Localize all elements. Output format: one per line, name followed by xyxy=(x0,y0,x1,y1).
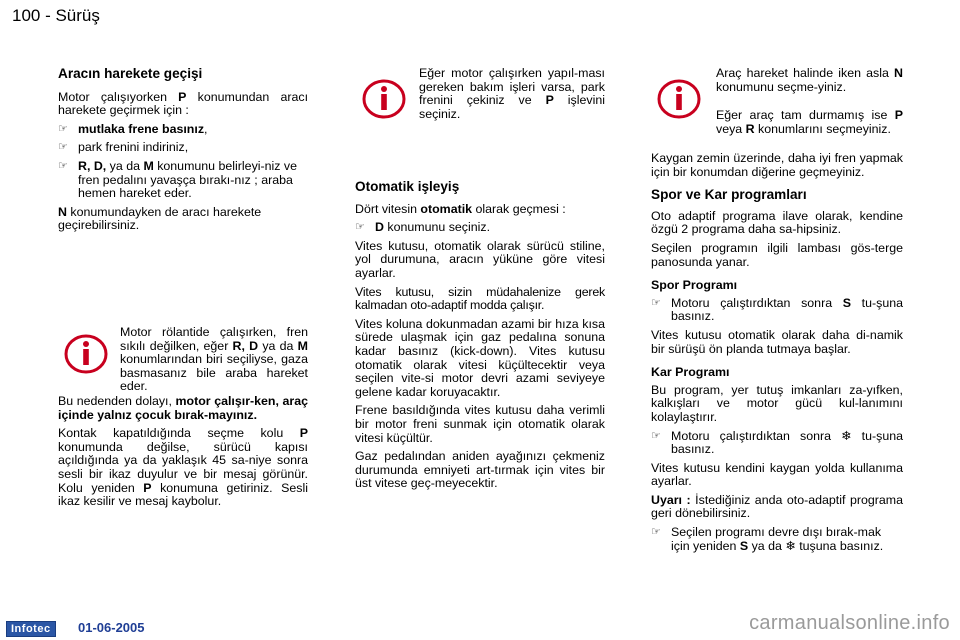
section-heading-automatic: Otomatik işleyiş xyxy=(355,179,460,194)
section-heading-programs: Spor ve Kar programları xyxy=(651,187,807,203)
info-note-idle: Motor rölantide çalışırken, fren sıkılı değilken, eğer R, D ya da M konumlarından biri seçiliyse, gaza basmasanız bile araba hareket eder. xyxy=(120,325,308,394)
warning-paragraph: Bu nedenden dolayı, motor çalışır-ken, araç içinde yalnız çocuk bırak-mayınız. xyxy=(58,394,308,422)
page-title: 100 - Sürüş xyxy=(12,6,100,25)
pointing-hand-icon: ☞ xyxy=(651,296,661,309)
paragraph: Vites kutusu otomatik olarak daha di-namik bir sürüşü ön planda tutmaya başlar. xyxy=(651,327,903,356)
paragraph: Motor çalışıyorken P konumundan aracı harekete geçirmek için : xyxy=(58,89,309,118)
list-item: ☞ Motoru çalıştırdıktan sonra S tu-şuna basınız. xyxy=(651,295,903,324)
paragraph: Vites kutusu, sizin müdahalenize gerek kalmadan oto-adaptif modda çalışır. xyxy=(355,284,605,313)
paragraph: Frene basıldığında vites kutusu daha verimli bir motor freni sunmak için otomatik olarak vitesi küçültür. xyxy=(355,403,605,445)
snowflake-icon: ❄ xyxy=(841,428,852,443)
paragraph: Dört vitesin otomatik olarak geçmesi : xyxy=(355,201,566,216)
info-icon xyxy=(362,79,406,124)
pointing-hand-icon: ☞ xyxy=(58,159,68,172)
pointing-hand-icon: ☞ xyxy=(651,526,661,539)
paragraph: Oto adaptif programa ilave olarak, kendine özgü 2 programa daha sa-hipsiniz. xyxy=(651,208,903,237)
paragraph: Seçilen programın ilgili lambası gös-terge panosunda yanar. xyxy=(651,240,903,269)
warning-paragraph: Uyarı : İstediğiniz anda oto-adaptif programa geri dönebilirsiniz. xyxy=(651,492,903,521)
paragraph: Kaygan zemin üzerinde, daha iyi fren yapmak için bir konumdan diğerine geçmeyiniz. xyxy=(651,151,903,179)
pointing-hand-icon: ☞ xyxy=(651,429,661,442)
column-1-lower xyxy=(58,395,308,514)
column-1 xyxy=(58,67,308,238)
paragraph: Vites kutusu, otomatik olarak sürücü stiline, yol durumuna, aracın yüküne göre vitesi ayarlar. xyxy=(355,238,605,280)
list-item: ☞ mutlaka frene basınız, xyxy=(58,121,208,136)
pointing-hand-icon: ☞ xyxy=(58,122,68,135)
footer-date: 01-06-2005 xyxy=(78,620,145,635)
paragraph: N konumundayken de aracı harekete geçirebilirsiniz. xyxy=(58,204,262,233)
list-item: ☞ R, D, ya da M konumunu belirleyi-niz ve fren pedalını yavaşça bırakı-nız ; araba hemen hareket eder. xyxy=(58,158,298,201)
paragraph: Bu program, yer tutuş imkanları za-yıfken, kalkışları ve motor gücü kul-lanımını kolaylaştırır. xyxy=(651,382,903,424)
paragraph: Vites kutusu kendini kaygan yolda kullanıma ayarlar. xyxy=(651,460,903,489)
info-note-neutral: Araç hareket halinde iken asla N konumunu seçme-yiniz. xyxy=(716,66,903,94)
pointing-hand-icon: ☞ xyxy=(355,221,365,234)
info-note-maintenance: Eğer motor çalışırken yapıl-ması gereken bakım işleri varsa, park frenini çekiniz ve P işlevini seçiniz. xyxy=(419,66,605,121)
info-note-stop: Eğer araç tam durmamış ise P veya R konumlarını seçmeyiniz. xyxy=(716,108,903,136)
infotec-logo: Infotec xyxy=(6,621,56,637)
section-heading-start: Aracın harekete geçişi xyxy=(58,66,203,81)
column-2 xyxy=(355,180,605,496)
list-item: ☞ D konumunu seçiniz. xyxy=(355,220,491,235)
info-icon xyxy=(64,334,108,379)
list-item: ☞ park frenini indiriniz, xyxy=(58,140,189,155)
subheading-sport: Spor Programı xyxy=(651,278,738,293)
watermark: carmanualsonline.info xyxy=(749,612,950,634)
subheading-snow: Kar Programı xyxy=(651,365,730,380)
paragraph: Kontak kapatıldığında seçme kolu P konumunda değilse, sürücü kapısı açıldığında ya da yaklaşık 45 sa-niye sonra sesli bir ikaz duyulur ve bir mesaj görünür. Kolu yeniden P konumuna getiriniz. Sesli ikaz kesilir ve mesaj kaybolur. xyxy=(58,426,309,509)
pointing-hand-icon: ☞ xyxy=(58,141,68,154)
snowflake-icon: ❄ xyxy=(785,538,796,553)
list-item: ☞ Motoru çalıştırdıktan sonra ❄ tu-şuna basınız. xyxy=(651,428,903,457)
paragraph: Vites koluna dokunmadan azami bir hıza kısa sürede ulaşmak için gaz pedalına sonuna kadar basınız (kick-down). Vites kutusu otomatik olarak vitesi küçültecektir veya seçilen vite-si motor devri azami seviyeye gelene kadar koruyacaktır. xyxy=(355,316,605,399)
list-item: ☞ Seçilen programı devre dışı bırak-mak için yeniden S ya da ❄ tuşuna basınız. xyxy=(651,525,884,553)
paragraph: Gaz pedalından aniden ayağınızı çekmeniz durumunda emniyeti art-tırmak için vites bir üst vitese geç-meyecektir. xyxy=(355,449,605,491)
column-3 xyxy=(651,152,903,558)
